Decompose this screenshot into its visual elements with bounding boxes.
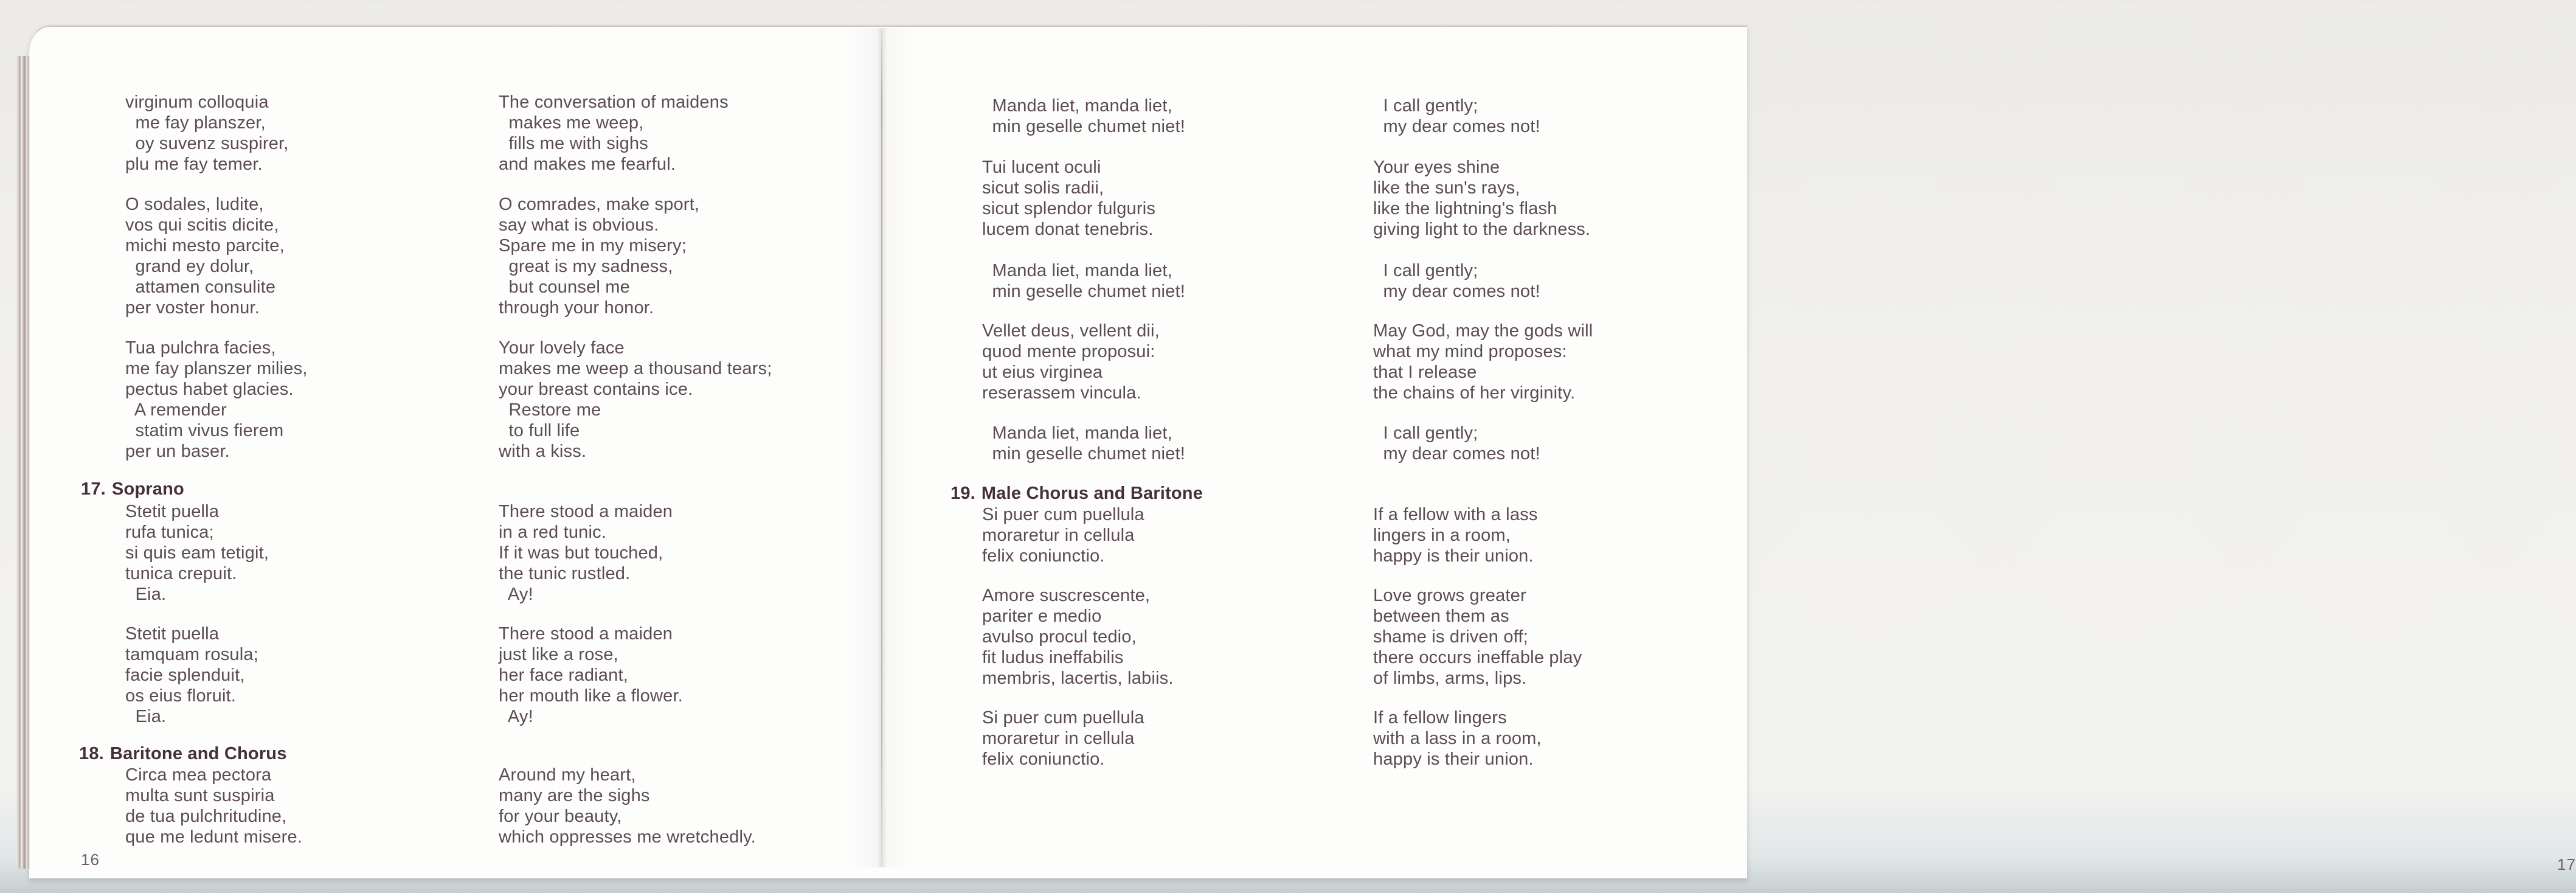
verse-line: quod mente proposui: [982,342,1155,361]
verse-line: Your lovely face [499,338,625,358]
verse-line: to full life [499,421,580,440]
verse-line: for your beauty, [499,807,622,826]
verse-line: grand ey dolur, [125,257,254,276]
verse-line: There stood a maiden [499,624,673,644]
verse-line: felix coniunctio. [982,749,1105,769]
verse-line: rufa tunica; [125,523,214,542]
right-page [883,0,2576,893]
section-heading [81,479,184,499]
verse-line: O comrades, make sport, [499,195,700,214]
section-heading [79,743,287,764]
verse-line: Si puer cum puellula [982,505,1144,524]
verse-line: Ay! [499,585,533,604]
verse-line: vos qui scitis dicite, [125,215,279,235]
stanza [982,423,1185,464]
verse-line: her mouth like a flower. [499,686,683,706]
verse-line: facie splenduit, [125,665,245,685]
verse-line: great is my sadness, [499,257,673,276]
verse-line: per un baser. [125,442,230,461]
stanza [1373,321,1593,403]
stanza [125,765,302,847]
section-number: 17. [81,479,106,499]
stanza [499,92,729,175]
verse-line: The conversation of maidens [499,92,729,112]
stanza [982,707,1144,770]
verse-line: Your eyes shine [1373,158,1500,177]
section-heading [950,483,1203,504]
verse-line: avulso procul tedio, [982,627,1137,647]
section-title: Male Chorus and Baritone [981,484,1203,503]
verse-line: Si puer cum puellula [982,708,1144,728]
stanza [125,92,289,175]
verse-line: in a red tunic. [499,523,607,542]
verse-line: virginum colloquia [125,92,269,112]
stanza [499,194,699,318]
verse-line: lingers in a room, [1373,526,1511,545]
verse-line: pariter e medio [982,606,1102,626]
stanza [1373,157,1590,240]
verse-line: I call gently; [1373,423,1478,443]
verse-line: and makes me fearful. [499,155,676,174]
verse-line: plu me fay temer. [125,155,263,174]
stanza [1373,423,1540,464]
stanza [982,260,1185,302]
verse-line: the chains of her virginity. [1373,383,1576,403]
verse-line: Tua pulchra facies, [125,338,276,358]
verse-line: happy is their union. [1373,749,1534,769]
verse-line: Love grows greater [1373,586,1526,605]
verse-line: many are the sighs [499,786,650,805]
verse-line: that I release [1373,363,1477,382]
stanza [982,157,1155,240]
verse-line: of limbs, arms, lips. [1373,669,1527,688]
verse-line: say what is obvious. [499,215,659,235]
section-number: 19. [950,484,975,503]
verse-line: with a kiss. [499,442,587,461]
verse-line: O sodales, ludite, [125,195,264,214]
verse-line: statim vivus fierem [125,421,284,440]
verse-line: There stood a maiden [499,502,673,521]
verse-line: tamquam rosula; [125,645,258,664]
verse-line: Eia. [125,585,167,604]
verse-line: membris, lacertis, labiis. [982,669,1174,688]
verse-line: shame is driven off; [1373,627,1528,647]
stanza [982,504,1144,566]
page-number-right: 17 [2557,855,2576,874]
verse-line: happy is their union. [1373,546,1534,566]
verse-line: like the lightning's flash [1373,199,1557,218]
stanza [982,585,1174,689]
stanza [499,624,683,727]
stanza [1373,260,1540,302]
verse-line: min geselle chumet niet! [982,282,1186,301]
verse-line: makes me weep, [499,113,644,133]
verse-line: your breast contains ice. [499,380,693,399]
verse-line: May God, may the gods will [1373,321,1593,341]
verse-line: what my mind proposes: [1373,342,1567,361]
verse-line: like the sun's rays, [1373,178,1520,198]
verse-line: si quis eam tetigit, [125,543,269,563]
stanza [125,501,269,605]
verse-line: os eius floruit. [125,686,237,706]
verse-line: sicut splendor fulguris [982,199,1156,218]
verse-line: between them as [1373,606,1509,626]
verse-line: oy suvenz suspirer, [125,134,289,153]
verse-line: I call gently; [1373,261,1478,280]
verse-line: Eia. [125,707,167,726]
stanza [982,321,1160,403]
verse-line: Vellet deus, vellent dii, [982,321,1160,341]
verse-line: tunica crepuit. [125,564,237,583]
verse-line: my dear comes not! [1373,282,1540,301]
verse-line: michi mesto parcite, [125,236,285,255]
verse-line: my dear comes not! [1373,117,1540,136]
verse-line: with a lass in a room, [1373,729,1542,748]
verse-line: A remender [125,400,227,420]
verse-line: through your honor. [499,298,654,318]
verse-line: min geselle chumet niet! [982,444,1186,464]
verse-line: Spare me in my misery; [499,236,687,255]
verse-line: Stetit puella [125,502,220,521]
verse-line: multa sunt suspiria [125,786,275,805]
section-number: 18. [79,744,104,763]
verse-line: de tua pulchritudine, [125,807,287,826]
verse-line: min geselle chumet niet! [982,117,1186,136]
verse-line: que me ledunt misere. [125,827,303,847]
verse-line: Manda liet, manda liet, [982,261,1172,280]
stanza [125,624,258,727]
stanza [125,194,285,318]
verse-line: there occurs ineffable play [1373,648,1582,667]
verse-line: moraretur in cellula [982,526,1135,545]
stanza [1373,585,1582,689]
verse-line: giving light to the darkness. [1373,220,1591,239]
verse-line: her face radiant, [499,665,628,685]
verse-line: which oppresses me wretchedly. [499,827,756,847]
verse-line: ut eius virginea [982,363,1103,382]
verse-line: If a fellow with a lass [1373,505,1538,524]
verse-line: Manda liet, manda liet, [982,423,1172,443]
stanza [1373,707,1542,770]
stanza [499,765,756,847]
stanza [982,96,1185,137]
verse-line: felix coniunctio. [982,546,1105,566]
verse-line: fit ludus ineffabilis [982,648,1124,667]
verse-line: sicut solis radii, [982,178,1104,198]
section-title: Soprano [111,479,184,499]
verse-line: If it was but touched, [499,543,663,563]
verse-line: Amore suscrescente, [982,586,1151,605]
stanza [499,338,772,462]
verse-line: Restore me [499,400,601,420]
verse-line: per voster honur. [125,298,260,318]
stanza [1373,504,1538,566]
verse-line: Ay! [499,707,533,726]
verse-line: me fay planszer milies, [125,359,308,378]
stanza [499,501,673,605]
page-number-left: 16 [81,850,100,869]
verse-line: just like a rose, [499,645,618,664]
verse-line: Around my heart, [499,765,636,785]
verse-line: me fay planszer, [125,113,266,133]
verse-line: but counsel me [499,277,630,297]
verse-line: makes me weep a thousand tears; [499,359,772,378]
verse-line: If a fellow lingers [1373,708,1507,728]
verse-line: reserassem vincula. [982,383,1141,403]
verse-line: attamen consulite [125,277,276,297]
verse-line: Tui lucent oculi [982,158,1101,177]
stanza [125,338,308,462]
verse-line: fills me with sighs [499,134,648,153]
verse-line: Circa mea pectora [125,765,272,785]
stanza [1373,96,1540,137]
verse-line: moraretur in cellula [982,729,1135,748]
verse-line: the tunic rustled. [499,564,631,583]
verse-line: lucem donat tenebris. [982,220,1154,239]
verse-line: Stetit puella [125,624,220,644]
verse-line: Manda liet, manda liet, [982,96,1172,116]
left-page [0,0,883,893]
verse-line: my dear comes not! [1373,444,1540,464]
verse-line: I call gently; [1373,96,1478,116]
section-title: Baritone and Chorus [109,744,287,763]
verse-line: pectus habet glacies. [125,380,294,399]
